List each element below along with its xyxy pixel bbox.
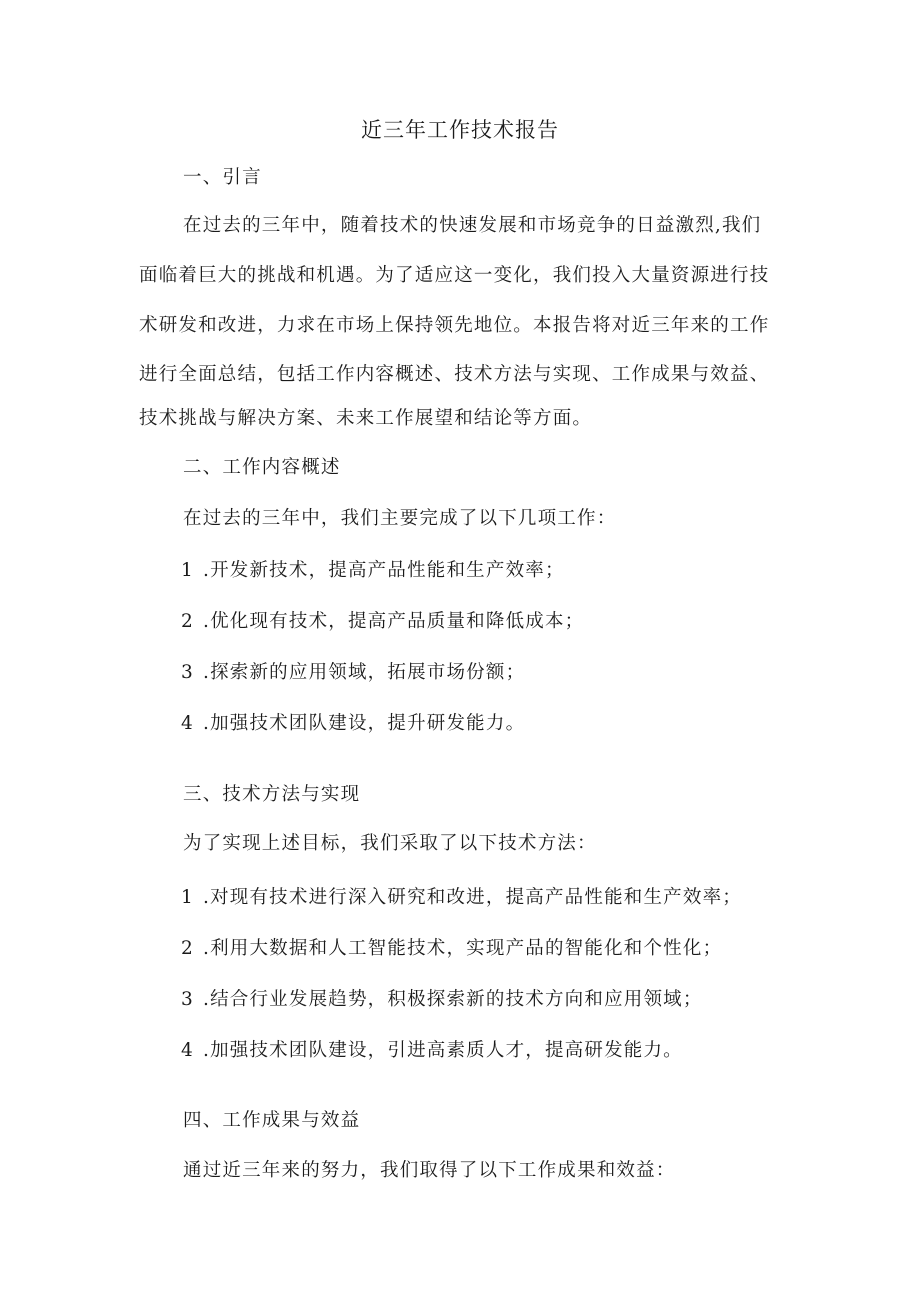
list-item-text: .加强技术团队建设，提升研发能力。 xyxy=(203,713,526,734)
list-item xyxy=(181,985,703,1015)
list-item-number: 2 xyxy=(181,611,194,632)
list-item-text: .对现有技术进行深入研究和改进，提高产品性能和生产效率； xyxy=(203,887,742,908)
list-item xyxy=(181,1036,683,1066)
list-item-text: .结合行业发展趋势，积极探索新的技术方向和应用领域； xyxy=(203,989,703,1010)
section-heading-results-benefits: 四、工作成果与效益 xyxy=(183,1110,361,1131)
list-item-number: 3 xyxy=(181,989,194,1010)
paragraph-line: 面临着巨大的挑战和机遇。为了适应这一变化，我们投入大量资源进行技 xyxy=(139,265,770,286)
list-item-number: 4 xyxy=(181,713,194,734)
list-item-text: .优化现有技术，提高产品质量和降低成本； xyxy=(203,611,585,632)
document-title: 近三年工作技术报告 xyxy=(361,118,559,142)
paragraph-line: 进行全面总结，包括工作内容概述、技术方法与实现、工作成果与效益、 xyxy=(139,364,770,385)
list-item xyxy=(181,883,742,913)
section-intro: 通过近三年来的努力，我们取得了以下工作成果和效益： xyxy=(183,1160,676,1181)
section-heading-introduction: 一、引言 xyxy=(183,167,262,188)
section-intro: 在过去的三年中，我们主要完成了以下几项工作： xyxy=(183,508,617,529)
paragraph-line: 技术挑战与解决方案、未来工作展望和结论等方面。 xyxy=(139,408,593,429)
list-item-number: 1 xyxy=(181,560,194,581)
list-item-number: 2 xyxy=(181,938,194,959)
list-item-number: 4 xyxy=(181,1040,194,1061)
paragraph-line: 术研发和改进，力求在市场上保持领先地位。本报告将对近三年来的工作 xyxy=(139,315,770,336)
paragraph-line: 在过去的三年中，随着技术的快速发展和市场竞争的日益激烈,我们 xyxy=(183,215,762,236)
list-item-text: .探索新的应用领域，拓展市场份额； xyxy=(203,662,526,683)
list-item-text: .开发新技术，提高产品性能和生产效率； xyxy=(203,560,565,581)
section-heading-work-overview: 二、工作内容概述 xyxy=(183,457,341,478)
list-item-number: 1 xyxy=(181,887,194,908)
list-item xyxy=(181,556,565,586)
list-item xyxy=(181,934,722,964)
list-item-number: 3 xyxy=(181,662,194,683)
section-heading-technical-methods: 三、技术方法与实现 xyxy=(183,784,361,805)
section-intro: 为了实现上述目标，我们采取了以下技术方法： xyxy=(183,833,597,854)
list-item-text: .加强技术团队建设，引进高素质人才，提高研发能力。 xyxy=(203,1040,683,1061)
list-item xyxy=(181,607,584,637)
list-item xyxy=(181,658,525,688)
list-item xyxy=(181,709,525,739)
list-item-text: .利用大数据和人工智能技术，实现产品的智能化和个性化； xyxy=(203,938,723,959)
